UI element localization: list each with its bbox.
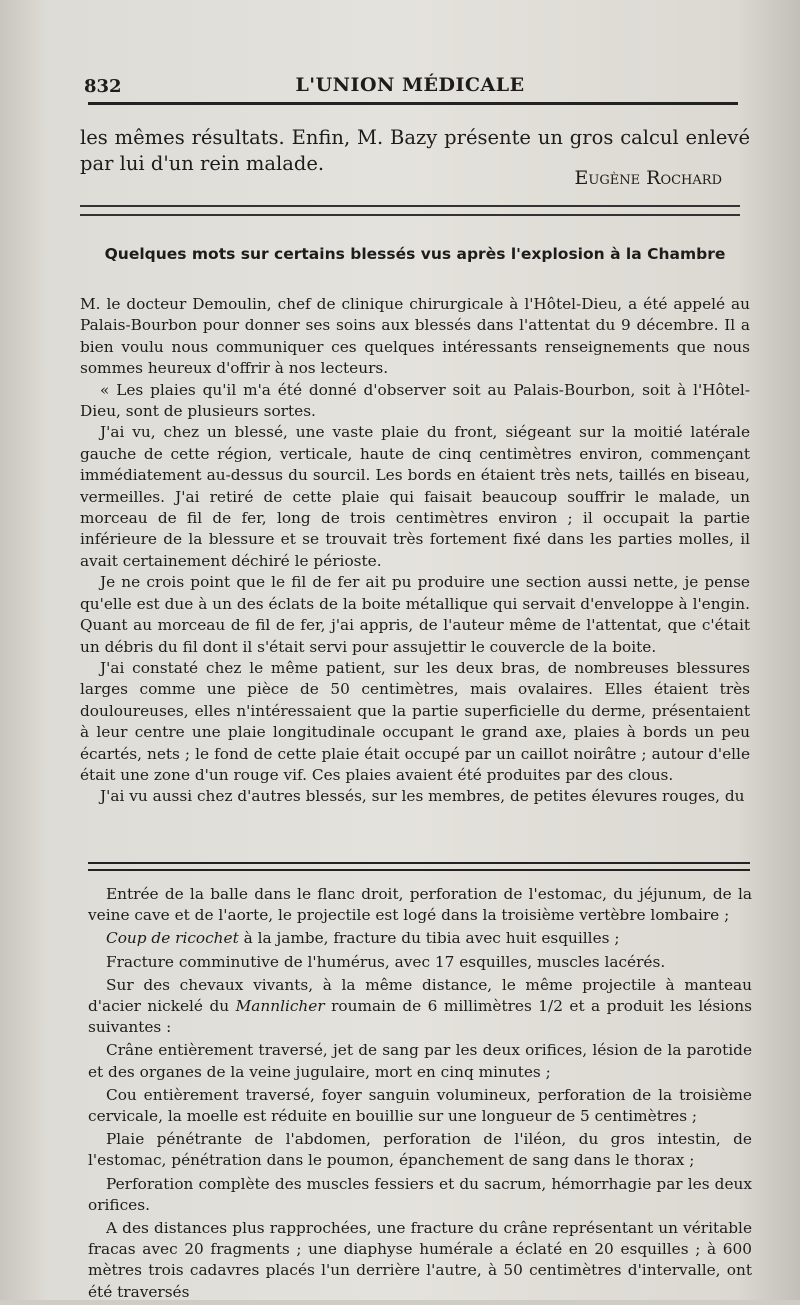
- section-title: Quelques mots sur certains blessés vus après l'explosion à la Chambre: [104, 245, 726, 263]
- footnote-italic: Coup de ricochet: [106, 929, 239, 948]
- body-paragraph: J'ai vu, chez un blessé, une vaste plaie du front, siégeant sur la moitié latérale gauche de cette région, verticale, haute de cinq centimètres environ, commençant immédiatement au-dessus du sourcil. Les bords en étaient très nets, taillés en biseau, vermeilles. J'ai retiré de cette plaie qui faisait beaucoup souffrir le malade, un morceau de fil de fer, long de trois centimètres environ ; il occupait la partie inférieure de la blessure et se trouvait très fortement fixé dans les parties molles, il avait certainement déchiré le périoste.: [80, 423, 750, 570]
- header-rule: [88, 102, 738, 105]
- page-header: [80, 68, 740, 98]
- body-paragraph: Je ne crois point que le fil de fer ait pu produire une section aussi nette, je pense qu'elle est due à un des éclats de la boite métallique qui servait d'enveloppe à l'engin. Quant au morceau de fil de fer, j'ai appris, de l'auteur même de l'attentat, que c'était un débris du fil dont il s'était servi pour assujettir le couvercle de la boite.: [80, 573, 750, 656]
- page-number: 832: [84, 76, 122, 97]
- footnote-paragraph: [88, 928, 752, 949]
- footnote-paragraph: A des distances plus rapprochées, une fracture du crâne représentant un véritable fracas avec 20 fragments ; une diaphyse humérale a éclaté en 20 esquilles ; à 600 mètres trois cadavres placés l'un derrière l'autre, à 50 centimètres d'intervalle, ont été traversés: [88, 1219, 752, 1301]
- author-signature: Eugène Rochard: [574, 167, 722, 189]
- footnote-paragraph: [88, 975, 752, 1039]
- running-title: L'UNION MÉDICALE: [295, 74, 525, 96]
- footnote-text: à la jambe, fracture du tibia avec huit esquilles ;: [238, 929, 620, 948]
- footnote-paragraph: Fracture comminutive de l'humérus, avec 17 esquilles, muscles lacérés.: [106, 952, 666, 971]
- footnote-text: Sur des chevaux vivants, à la même distance, le même projectile à manteau d'acier nickelé du: [88, 975, 752, 1016]
- body-paragraph: J'ai vu aussi chez d'autres blessés, sur les membres, de petites élevures rouges, du: [100, 787, 745, 806]
- footnote-paragraph: Crâne entièrement traversé, jet de sang par les deux orifices, lésion de la parotide et des organes de la veine jugulaire, mort en cinq minutes ;: [88, 1041, 752, 1081]
- footnote-paragraph: Plaie pénétrante de l'abdomen, perforation de l'iléon, du gros intestin, de l'estomac, pénétration dans le poumon, épanchement de sang dans le thorax ;: [88, 1130, 752, 1170]
- footnote-divider: [88, 862, 750, 871]
- footnote-text: roumain de 6 millimètres 1/2 et a produit les lésions suivantes :: [88, 997, 752, 1037]
- body-paragraph: J'ai constaté chez le même patient, sur les deux bras, de nombreuses blessures larges comme une pièce de 50 centimètres, mais ovalaires. Elles étaient très douloureuses, elles n'intéressaient que la partie superficielle du derme, présentaient à leur centre une plaie longitudinale occupant le grand axe, plaies à bords un peu écartés, nets ; le fond de cette plaie était occupé par un caillot noirâtre ; autour d'elle était une zone d'un rouge vif. Ces plaies avaient été produites par des clous.: [80, 658, 750, 784]
- footnote-block: [88, 884, 752, 1305]
- footnote-paragraph: Perforation complète des muscles fessiers et du sacrum, hémorrhagie par les deux orifices.: [88, 1174, 752, 1214]
- section-divider: [80, 205, 740, 216]
- article-body: [80, 294, 750, 808]
- body-paragraph: « Les plaies qu'il m'a été donné d'observer soit au Palais-Bourbon, soit à l'Hôtel-Dieu, sont de plusieurs sortes.: [80, 380, 750, 421]
- intro-paragraph: les mêmes résultats. Enfin, M. Bazy présente un gros calcul enlevé par lui d'un rein malade.: [80, 126, 750, 175]
- footnote-paragraph: Cou entièrement traversé, foyer sanguin volumineux, perforation de la troisième cervicale, la moelle est réduite en bouillie sur une longueur de 5 centimètres ;: [88, 1085, 752, 1126]
- body-paragraph: M. le docteur Demoulin, chef de clinique chirurgicale à l'Hôtel-Dieu, a été appelé au Palais-Bourbon pour donner ses soins aux blessés dans l'attentat du 9 décembre. Il a bien voulu nous communiquer ces quelques intéressants renseignements que nous sommes heureux d'offrir à nos lecteurs.: [80, 295, 750, 378]
- footnote-paragraph: Entrée de la balle dans le flanc droit, perforation de l'estomac, du jéjunum, de la veine cave et de l'aorte, le projectile est logé dans la troisième vertèbre lombaire ;: [88, 885, 752, 925]
- footnote-italic: Mannlicher: [235, 997, 325, 1016]
